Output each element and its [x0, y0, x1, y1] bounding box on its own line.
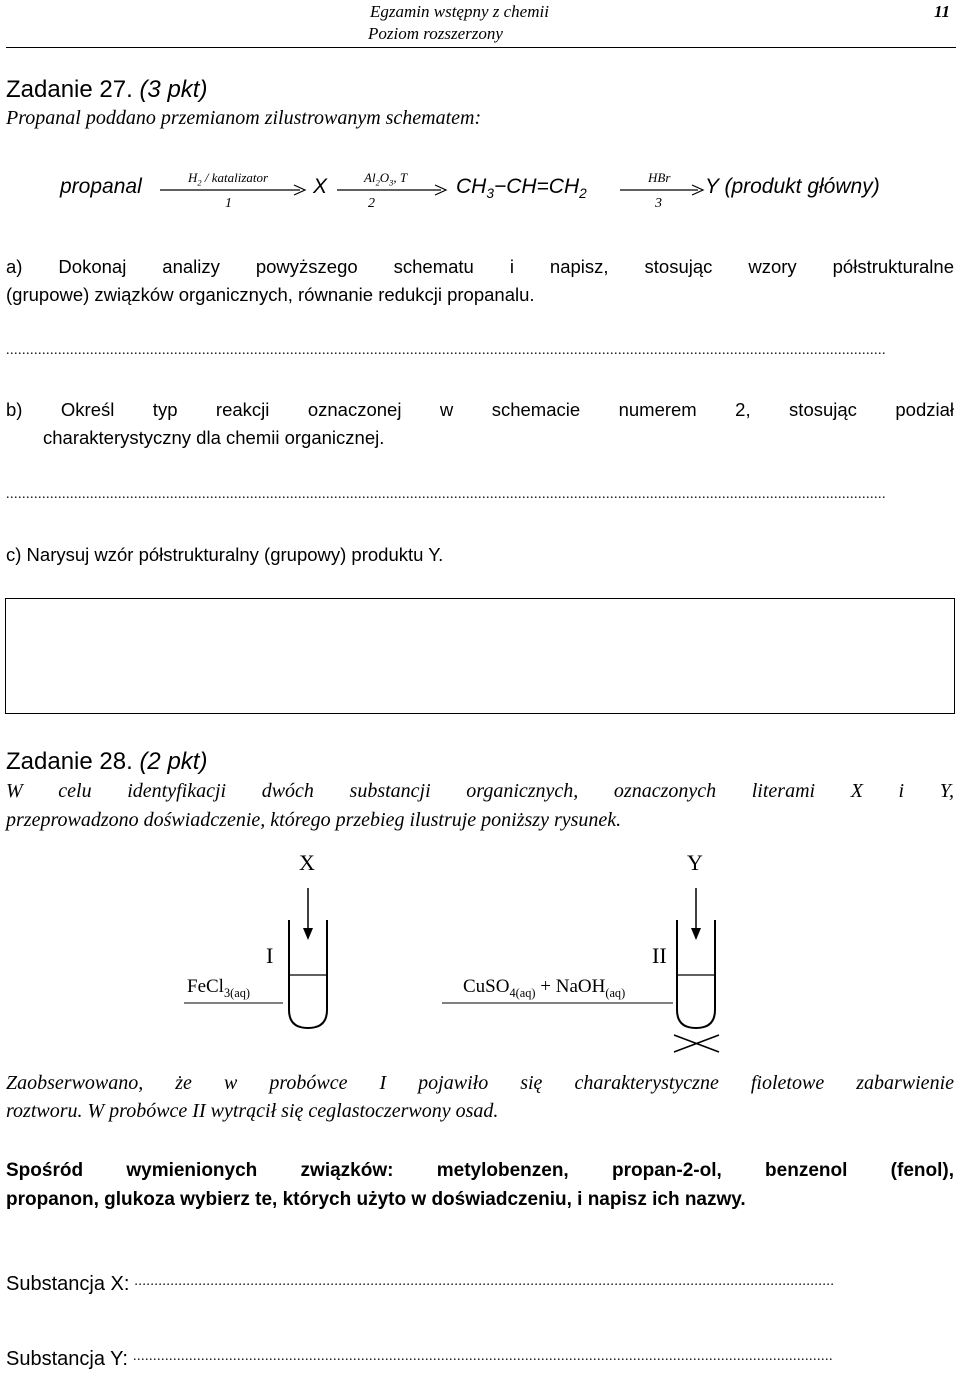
task28-intro-line2: przeprowadzono doświadczenie, którego przebieg ilustruje poniższy rysunek.: [6, 809, 622, 831]
answer-y-row[interactable]: [6, 1348, 923, 1371]
arrow3-reagent: HBr: [648, 170, 671, 185]
answer-x-dots[interactable]: ...............................................................................................................................................................................: [134, 1274, 835, 1289]
arrow3-number: 3: [655, 196, 662, 211]
arrow1-reagent: $H_2$ / katalizator: [188, 170, 269, 188]
arrow2-number: 2: [368, 196, 375, 211]
experiment-figure: [180, 880, 760, 1060]
part-b-line1: b) Określ typ reakcji oznaczonej w schemacie numerem 2, stosując podział: [6, 399, 954, 420]
task27-number: Zadanie 27.: [6, 76, 133, 103]
arrow2-reagent: $Al_2O_3$, T: [364, 170, 408, 188]
scheme-product: Y (produkt główny): [705, 175, 880, 198]
observation-line2: roztworu. W probówce II wytrącił się ceglastoczerwony osad.: [6, 1100, 499, 1122]
task28-heading: [6, 748, 207, 776]
task28-intro-line1: W celu identyfikacji dwóch substancji organicznych, oznaczonych literami X i Y,: [6, 780, 954, 802]
answer-line-b[interactable]: ............................................................................................................................................................................................................................: [6, 487, 886, 502]
page-number: 11: [934, 2, 951, 21]
answer-x-label: Substancja X:: [6, 1273, 130, 1295]
reagent2-label: CuSO$_{4(aq)}$ + NaOH$_{(aq)}$: [463, 976, 626, 1000]
arrow3: [620, 184, 706, 196]
arrow1-number: 1: [225, 196, 232, 211]
answer-y-label: Substancja Y:: [6, 1348, 128, 1370]
part-b-line2: charakterystyczny dla chemii organicznej.: [43, 427, 385, 448]
arrow2: [337, 184, 449, 196]
exam-level: Poziom rozszerzony: [368, 24, 503, 43]
arrow1: [160, 184, 308, 196]
part-a-line2: (grupowe) związków organicznych, równanie redukcji propanalu.: [6, 284, 535, 305]
part-c-text: c) Narysuj wzór półstrukturalny (grupowy) produktu Y.: [6, 544, 444, 565]
test-tube-1: [289, 888, 327, 1028]
alkene-formula: $CH_3-CH=CH_2$: [456, 175, 587, 202]
header-rule: [6, 47, 956, 48]
reagent1-label: FeCl$_{3(aq)}$: [187, 976, 250, 1000]
figure-label-y: Y: [687, 850, 703, 875]
figure-label-x: X: [299, 850, 315, 875]
task27-intro: Propanal poddano przemianom zilustrowanym schematem:: [6, 107, 482, 129]
answer-x-row[interactable]: [6, 1273, 924, 1296]
task28-number: Zadanie 28.: [6, 748, 133, 775]
task27-heading: [6, 76, 207, 104]
answer-y-dots[interactable]: ...............................................................................................................................................................................: [132, 1349, 833, 1364]
scheme-start: propanal: [60, 175, 142, 198]
answer-line-a[interactable]: ............................................................................................................................................................................................................................: [6, 343, 886, 358]
tube2-label: II: [652, 943, 667, 968]
observation-line1: Zaobserwowano, że w probówce I pojawiło się charakterystyczne fioletowe zabarwienie: [6, 1072, 954, 1094]
instruction-line2: propanon, glukoza wybierz te, których użyto w doświadczeniu, i napisz ich nazwy.: [6, 1189, 746, 1210]
answer-box-c[interactable]: [5, 598, 955, 714]
intermediate-x: X: [313, 175, 328, 198]
tube1-label: I: [266, 943, 274, 968]
test-tube-2: [677, 888, 715, 1028]
instruction-line1: Spośród wymienionych związków: metylobenzen, propan-2-ol, benzenol (fenol),: [6, 1160, 954, 1181]
exam-title: Egzamin wstępny z chemii: [370, 2, 549, 21]
precipitate-mark: [674, 1035, 719, 1052]
task27-points: (3 pkt): [139, 76, 208, 103]
part-a-line1: a) Dokonaj analizy powyższego schematu i napisz, stosując wzory półstrukturalne: [6, 256, 954, 277]
task28-points: (2 pkt): [139, 748, 208, 775]
